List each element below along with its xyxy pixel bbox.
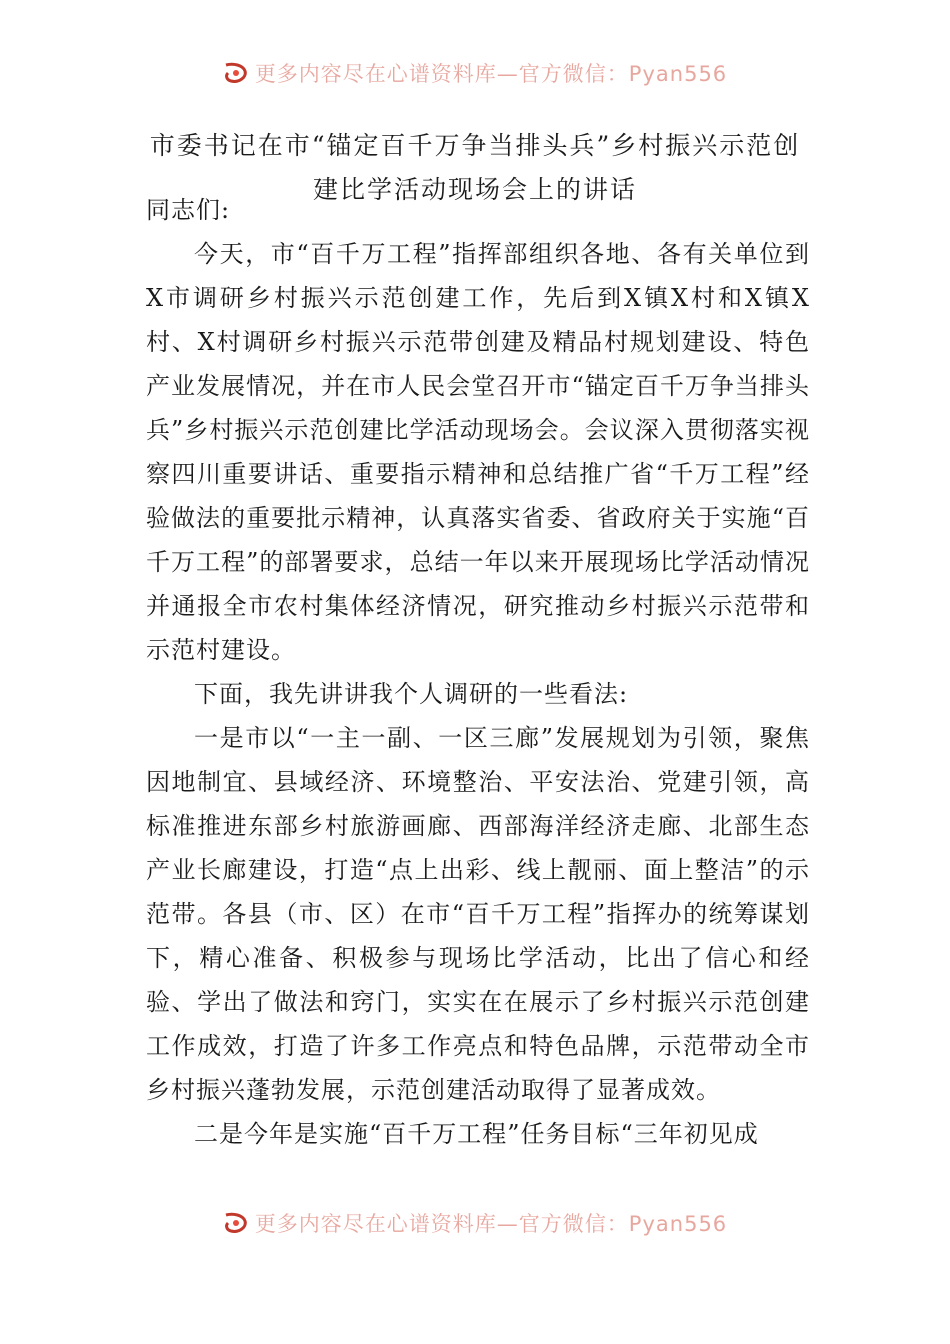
watermark-text: 更多内容尽在心谱资料库—官方微信：Pyan556 bbox=[254, 1212, 728, 1236]
paragraph: 一是市以“一主一副、一区三廊”发展规划为引领，聚焦因地制宜、县域经济、环境整治、平安法治、党建引领，高标准推进东部乡村旅游画廊、西部海洋经济走廊、北部生态产业长廊建设，打造“点上出彩、线上靓丽、面上整洁”的示范带。各县（市、区）在市“百千万工程”指挥办的统筹谋划下，精心准备、积极参与现场比学活动，比出了信心和经验、学出了做法和窍门，实实在在展示了乡村振兴示范创建工作成效，打造了许多工作亮点和特色品牌，示范带动全市乡村振兴蓬勃发展，示范创建活动取得了显著成效。 bbox=[146, 724, 810, 1104]
paragraph: 二是今年是实施“百千万工程”任务目标“三年初见成 bbox=[194, 1120, 759, 1148]
watermark-logo-icon bbox=[223, 1211, 249, 1240]
salutation: 同志们: bbox=[146, 196, 231, 224]
document-title: 市委书记在市“锚定百千万争当排头兵”乡村振兴示范创建比学活动现场会上的讲话 bbox=[149, 131, 801, 204]
paragraph: 今天，市“百千万工程”指挥部组织各地、各有关单位到X市调研乡村振兴示范创建工作，先后到X镇X村和X镇X村、X村调研乡村振兴示范带创建及精品村规划建设、特色产业发展情况，并在市人民会堂召开市“锚定百千万争当排头兵”乡村振兴示范创建比学活动现场会。会议深入贯彻落实视察四川重要讲话、重要指示精神和总结推广省“千万工程”经验做法的重要批示精神，认真落实省委、省政府关于实施“百千万工程”的部署要求，总结一年以来开展现场比学活动情况并通报全市农村集体经济情况，研究推动乡村振兴示范带和示范村建设。 bbox=[146, 240, 810, 664]
watermark-top bbox=[0, 58, 950, 90]
watermark-logo-icon bbox=[223, 61, 249, 90]
watermark-text: 更多内容尽在心谱资料库—官方微信：Pyan556 bbox=[254, 62, 728, 86]
paragraph: 下面，我先讲讲我个人调研的一些看法: bbox=[194, 680, 629, 708]
document-body bbox=[146, 188, 810, 1156]
watermark-bottom bbox=[0, 1208, 950, 1240]
